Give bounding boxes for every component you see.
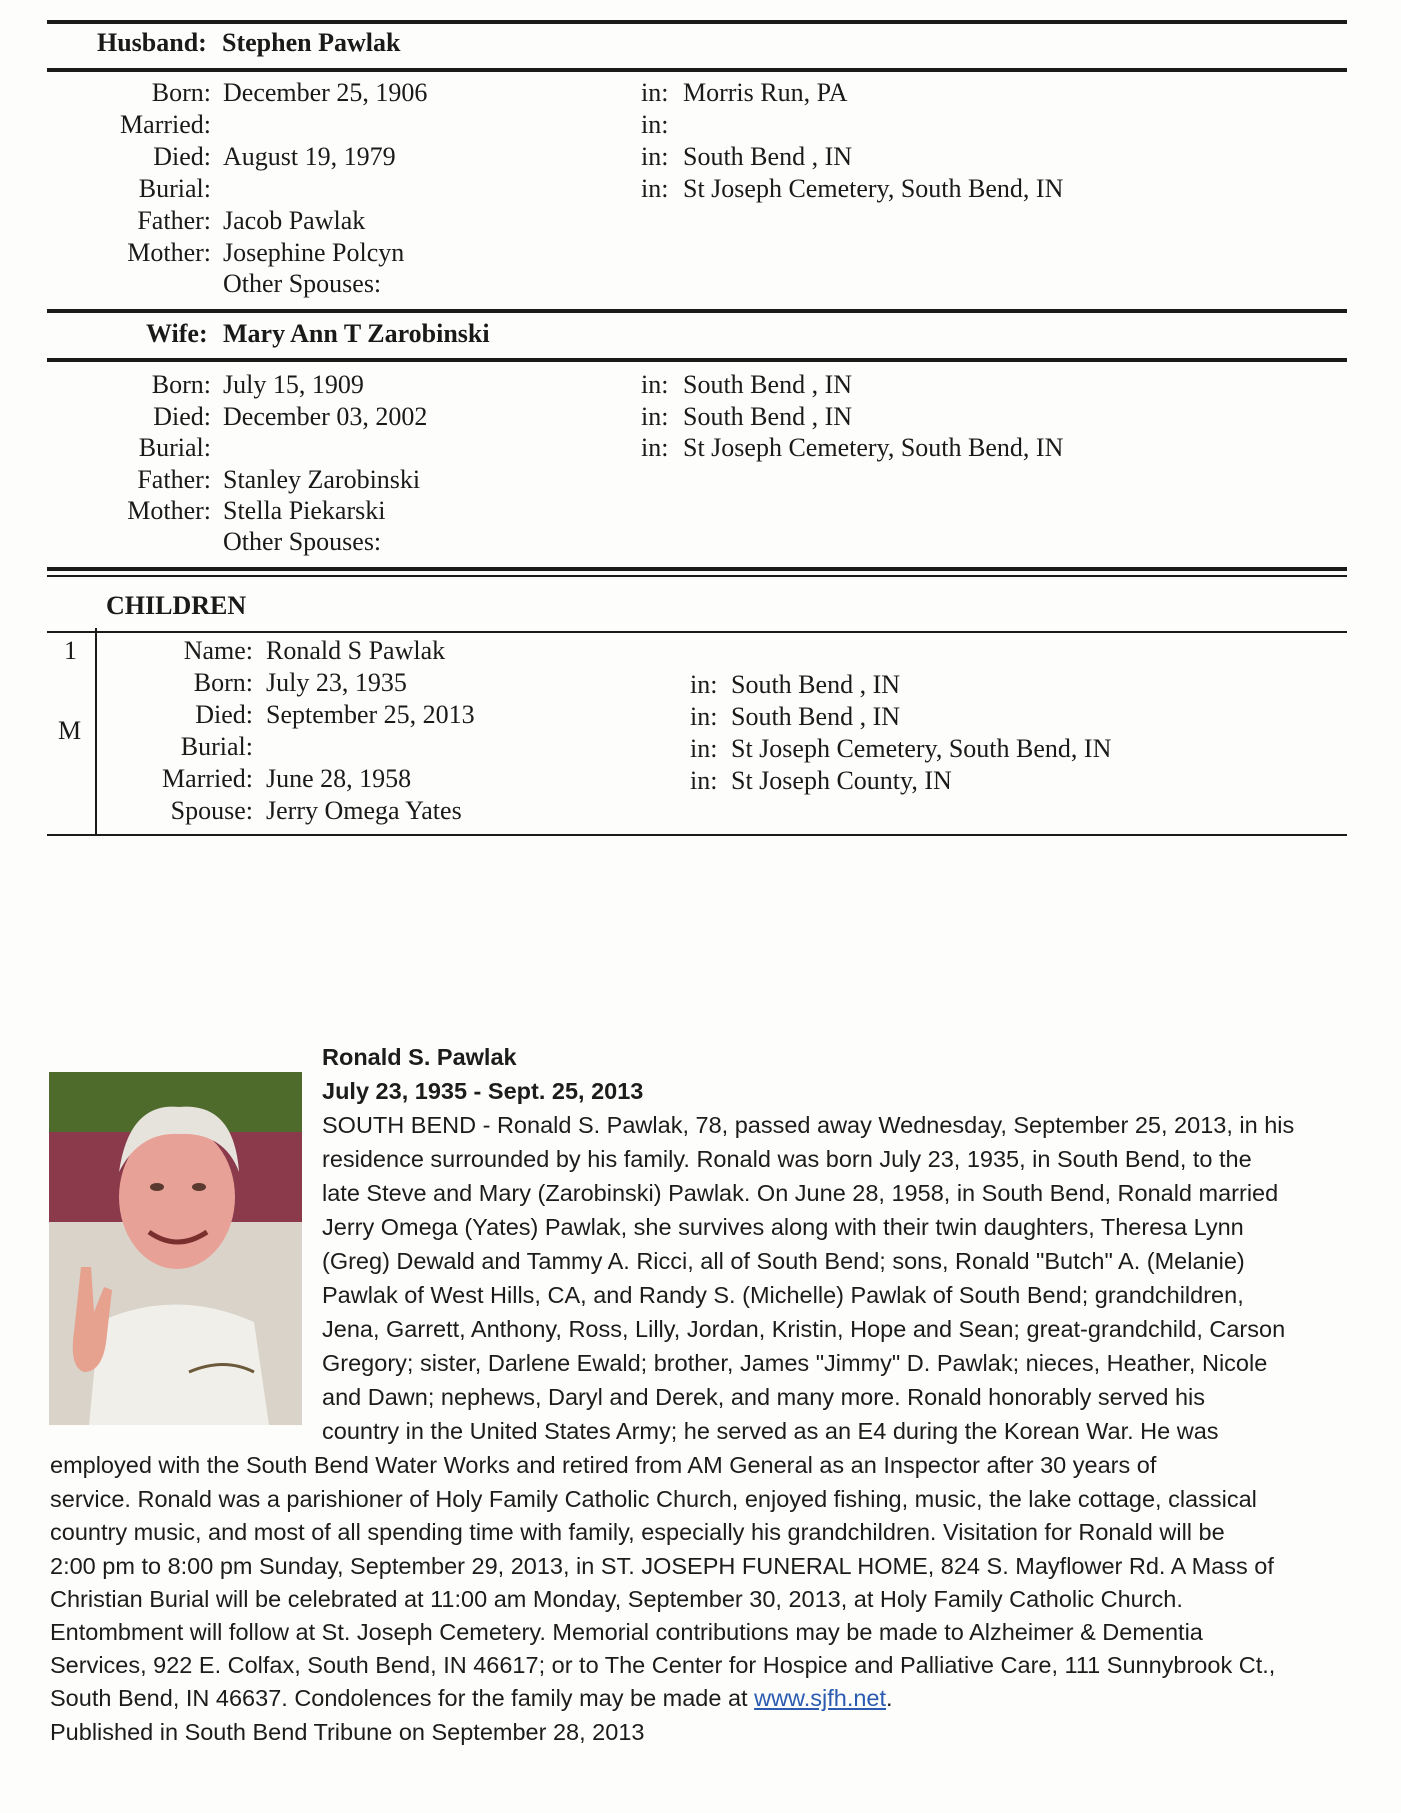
wife-header-label: Wife: (146, 319, 208, 348)
child-burial-place: St Joseph Cemetery, South Bend, IN (731, 734, 1112, 763)
wife-burial-in-label: in: (641, 433, 669, 462)
child-spouse-label: Spouse: (170, 796, 253, 825)
obituary-line: and Dawn; nephews, Daryl and Derek, and many more. Ronald honorably served his (322, 1384, 1206, 1410)
husband-header-label: Husband: (97, 28, 207, 57)
wife-died-in-label: in: (641, 402, 669, 431)
wife-mother-label: Mother: (127, 496, 211, 525)
child-married-place: St Joseph County, IN (731, 766, 952, 795)
husband-born-in-label: in: (641, 78, 669, 107)
child-married-in-label: in: (690, 766, 718, 795)
child-born-place: South Bend , IN (731, 670, 900, 699)
wife-mother-value: Stella Piekarski (223, 496, 386, 525)
obituary-line: Jena, Garrett, Anthony, Ross, Lilly, Jordan, Kristin, Hope and Sean; great-grandchild, Carson (322, 1316, 1286, 1342)
child-born-value: July 23, 1935 (266, 668, 407, 697)
child-number: 1 (64, 636, 77, 665)
obituary-line: employed with the South Bend Water Works and retired from AM General as an Inspector after 30 years of (50, 1452, 1157, 1478)
wife-born-value: July 15, 1909 (223, 370, 364, 399)
husband-father-label: Father: (137, 206, 211, 235)
children-header-rule (47, 631, 1347, 633)
obituary-line: Services, 922 E. Colfax, South Bend, IN 46617; or to The Center for Hospice and Palliative Care, 111 Sunnybrook Ct., (50, 1652, 1276, 1678)
obituary-published: Published in South Bend Tribune on September 28, 2013 (50, 1719, 645, 1745)
husband-burial-label: Burial: (138, 174, 211, 203)
child-died-label: Died: (195, 700, 253, 729)
child-died-in-label: in: (690, 702, 718, 731)
husband-header-rule (47, 68, 1347, 72)
husband-born-label: Born: (151, 78, 211, 107)
obituary-last-line-suffix: . (886, 1685, 893, 1711)
wife-born-label: Born: (151, 370, 211, 399)
children-column-divider (95, 628, 97, 836)
child-born-in-label: in: (690, 670, 718, 699)
wife-header-name: Mary Ann T Zarobinski (223, 319, 490, 348)
husband-died-in-label: in: (641, 142, 669, 171)
obituary-line: (Greg) Dewald and Tammy A. Ricci, all of South Bend; sons, Ronald "Butch" A. (Melanie) (322, 1248, 1245, 1274)
wife-father-value: Stanley Zarobinski (223, 465, 421, 494)
husband-married-label: Married: (120, 110, 211, 139)
husband-died-label: Died: (153, 142, 211, 171)
obituary-last-line (50, 1682, 893, 1716)
top-rule (47, 20, 1347, 24)
obituary-line: country in the United States Army; he served as an E4 during the Korean War. He was (322, 1418, 1219, 1444)
child-married-value: June 28, 1958 (266, 764, 412, 793)
obituary-line: Christian Burial will be celebrated at 11:00 am Monday, September 30, 2013, at Holy Family Catholic Church. (50, 1586, 1183, 1612)
obituary-line: 2:00 pm to 8:00 pm Sunday, September 29, 2013, in ST. JOSEPH FUNERAL HOME, 824 S. Mayflower Rd. A Mass of (50, 1553, 1274, 1579)
husband-father-value: Jacob Pawlak (223, 206, 366, 235)
child-name-value: Ronald S Pawlak (266, 636, 446, 665)
child-married-label: Married: (162, 764, 253, 793)
wife-died-place: South Bend , IN (683, 402, 852, 431)
obituary-dates: July 23, 1935 - Sept. 25, 2013 (322, 1078, 644, 1104)
funeral-home-link[interactable]: www.sjfh.net (754, 1685, 887, 1711)
portrait-photo (49, 1072, 302, 1425)
obituary-last-line-prefix: South Bend, IN 46637. Condolences for the family may be made at (50, 1685, 755, 1711)
wife-burial-place: St Joseph Cemetery, South Bend, IN (683, 433, 1064, 462)
husband-header-name: Stephen Pawlak (222, 28, 401, 57)
child-died-place: South Bend , IN (731, 702, 900, 731)
obituary-line: Pawlak of West Hills, CA, and Randy S. (Michelle) Pawlak of South Bend; grandchildren, (322, 1282, 1244, 1308)
obituary-line: late Steve and Mary (Zarobinski) Pawlak. On June 28, 1958, in South Bend, Ronald married (322, 1180, 1279, 1206)
husband-mother-label: Mother: (127, 238, 211, 267)
wife-born-in-label: in: (641, 370, 669, 399)
child-died-value: September 25, 2013 (266, 700, 475, 729)
obituary-line: service. Ronald was a parishioner of Holy Family Catholic Church, enjoyed fishing, music, the lake cottage, classical (50, 1486, 1257, 1512)
wife-father-label: Father: (137, 465, 211, 494)
husband-married-in-label: in: (641, 110, 669, 139)
child-spouse-value: Jerry Omega Yates (266, 796, 462, 825)
children-top-rule-b (47, 575, 1347, 577)
wife-died-label: Died: (153, 402, 211, 431)
wife-burial-label: Burial: (138, 433, 211, 462)
husband-died-place: South Bend , IN (683, 142, 852, 171)
wife-born-place: South Bend , IN (683, 370, 852, 399)
child-burial-in-label: in: (690, 734, 718, 763)
obituary-line: Entombment will follow at St. Joseph Cemetery. Memorial contributions may be made to Alzheimer & Dementia (50, 1619, 1203, 1645)
children-top-rule-a (47, 567, 1347, 571)
wife-top-rule (47, 309, 1347, 313)
wife-other-spouses: Other Spouses: (223, 527, 382, 556)
obituary-line: Jerry Omega (Yates) Pawlak, she survives along with their twin daughters, Theresa Lynn (322, 1214, 1244, 1240)
husband-mother-value: Josephine Polcyn (223, 238, 405, 267)
husband-born-value: December 25, 1906 (223, 78, 428, 107)
husband-other-spouses: Other Spouses: (223, 269, 382, 298)
husband-died-value: August 19, 1979 (223, 142, 396, 171)
husband-burial-in-label: in: (641, 174, 669, 203)
obituary-line: Gregory; sister, Darlene Ewald; brother, James "Jimmy" D. Pawlak; nieces, Heather, Nicole (322, 1350, 1268, 1376)
wife-header-rule (47, 358, 1347, 362)
obituary-line: residence surrounded by his family. Ronald was born July 23, 1935, in South Bend, to the (322, 1146, 1252, 1172)
child-sex: M (58, 716, 82, 745)
husband-burial-place: St Joseph Cemetery, South Bend, IN (683, 174, 1064, 203)
obituary-line: SOUTH BEND - Ronald S. Pawlak, 78, passed away Wednesday, September 25, 2013, in his (322, 1112, 1295, 1138)
child-born-label: Born: (193, 668, 253, 697)
child-burial-label: Burial: (180, 732, 253, 761)
obituary-name: Ronald S. Pawlak (322, 1044, 517, 1070)
husband-born-place: Morris Run, PA (683, 78, 848, 107)
child-name-label: Name: (183, 636, 253, 665)
obituary-line: country music, and most of all spending time with family, especially his grandchildren. Visitation for Ronald will be (50, 1519, 1225, 1545)
children-header: CHILDREN (106, 591, 247, 620)
children-bottom-rule (47, 834, 1347, 836)
wife-died-value: December 03, 2002 (223, 402, 428, 431)
